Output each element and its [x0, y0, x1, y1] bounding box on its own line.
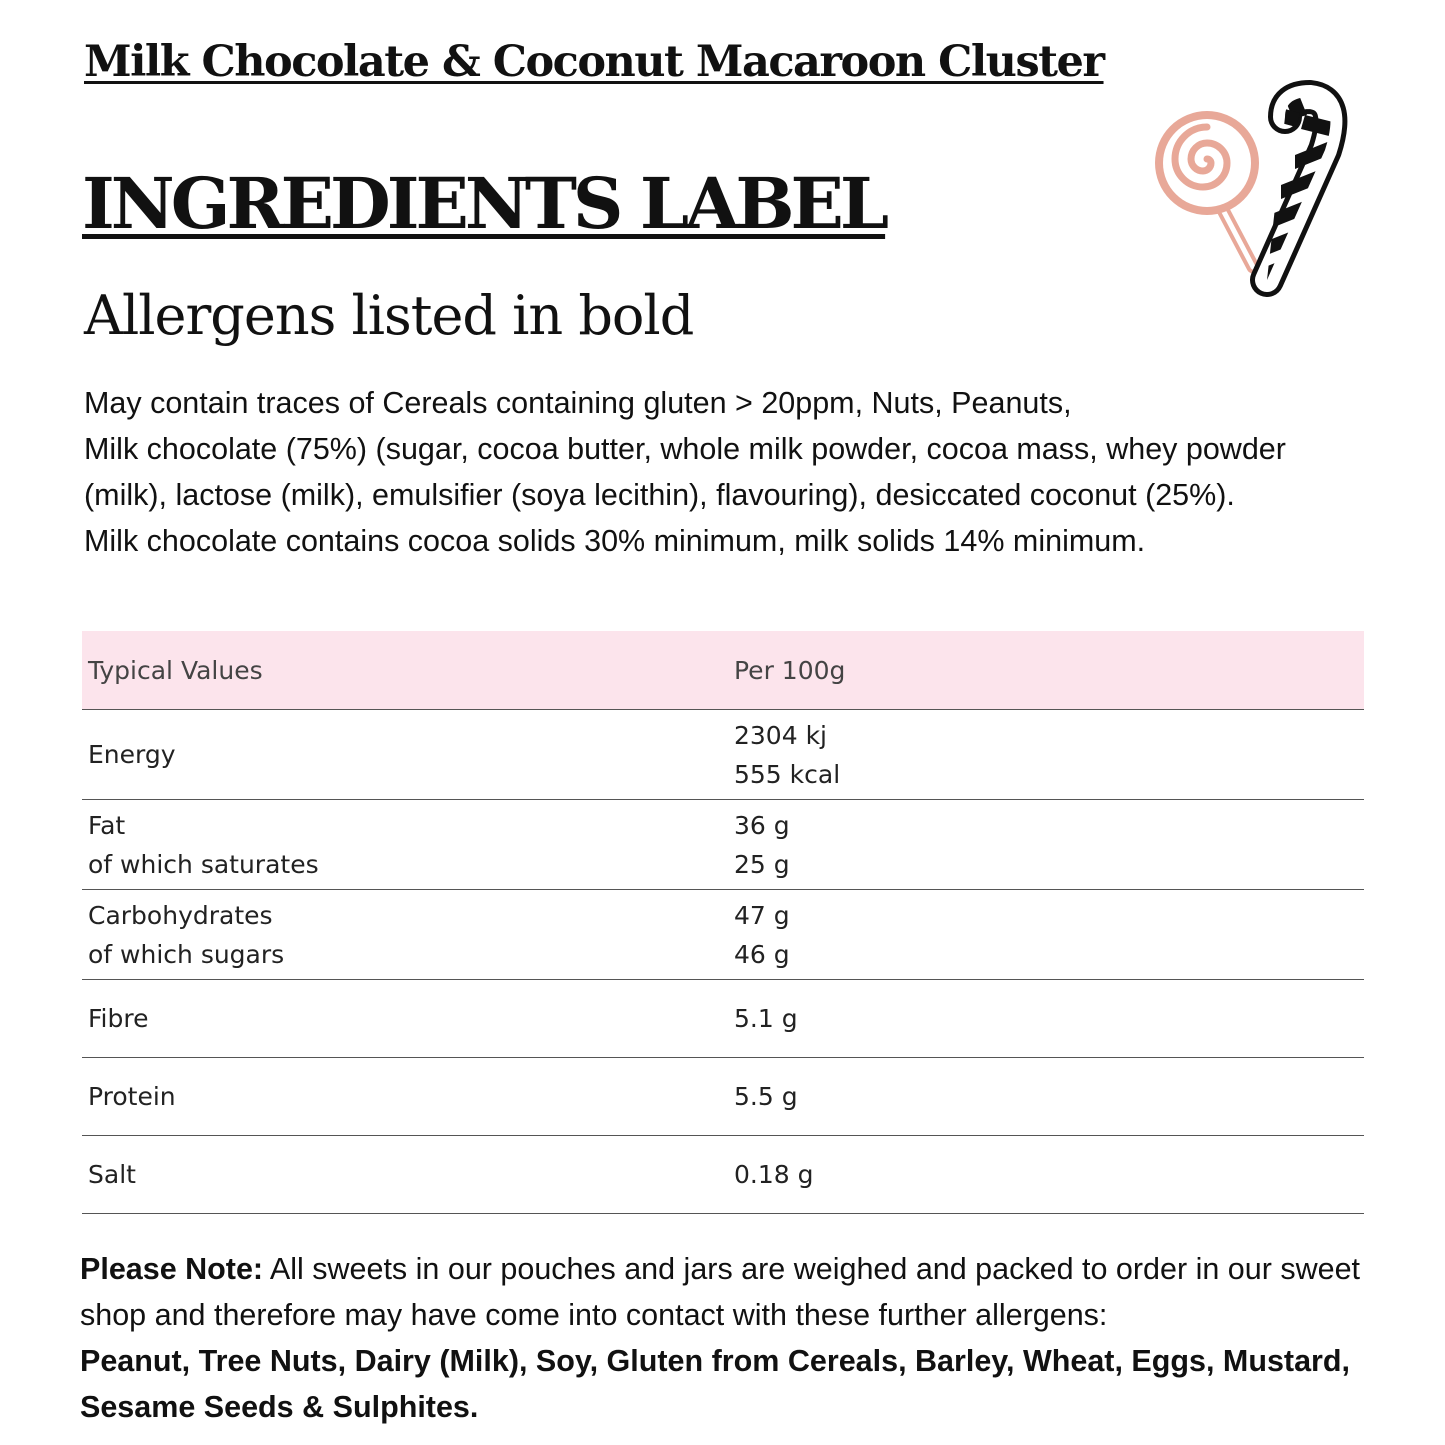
traces-statement: May contain traces of Cereals containing gluten > 20ppm, Nuts, Peanuts, [84, 386, 1072, 420]
nutrient-name [82, 890, 728, 980]
nutrient-label: Salt [88, 1160, 136, 1189]
nutrition-header-row [82, 631, 1364, 710]
nutrient-amount: 0.18 g [734, 1160, 814, 1189]
product-title: Milk Chocolate & Coconut Macaroon Cluster [84, 37, 1104, 87]
nutrient-name [82, 1058, 728, 1136]
table-row [82, 800, 1364, 890]
nutrient-name [82, 800, 728, 890]
nutrient-label: of which sugars [88, 939, 285, 969]
note-text: All sweets in our pouches and jars are weighed and packed to order in our sweet shop and therefore may have come into contact with these further allergens: [80, 1252, 1361, 1332]
allergen-note [80, 1246, 1380, 1430]
nutrient-label: Energy [88, 740, 176, 769]
table-row [82, 980, 1364, 1058]
nutrient-name [82, 1136, 728, 1214]
nutrient-amount: 46 g [734, 939, 790, 969]
note-label: Please Note: [80, 1252, 264, 1286]
nutrient-label: Fat [88, 810, 126, 840]
nutrient-value [728, 800, 1364, 890]
nutrient-label: Carbohydrates [88, 900, 273, 930]
table-row [82, 1136, 1364, 1214]
nutrient-name [82, 980, 728, 1058]
composition-statement: Milk chocolate (75%) (sugar, cocoa butter, whole milk powder, cocoa mass, whey powder (milk), lactose (milk), emulsifier (soya lecithin), flavouring), desiccated coconut (25%). [84, 432, 1286, 512]
table-row [82, 710, 1364, 800]
nutrient-amount: 47 g [734, 900, 790, 930]
nutrient-label: of which saturates [88, 849, 319, 879]
nutrient-value [728, 710, 1364, 800]
label-heading: INGREDIENTS LABEL [82, 162, 886, 245]
nutrient-amount: 2304 kj [734, 720, 827, 750]
nutrient-label: Fibre [88, 1004, 149, 1033]
nutrient-value [728, 1136, 1364, 1214]
nutrition-table [82, 631, 1364, 1214]
nutrient-amount: 555 kcal [734, 759, 841, 789]
sweets-illustration [1145, 55, 1395, 305]
nutrient-value [728, 1058, 1364, 1136]
nutrient-amount: 5.1 g [734, 1004, 798, 1033]
table-row [82, 1058, 1364, 1136]
candy-cane-icon [1245, 85, 1345, 289]
allergens-subheading: Allergens listed in bold [84, 284, 694, 347]
nutrient-amount: 5.5 g [734, 1082, 798, 1111]
ingredients-text [84, 380, 1374, 564]
nutrient-name [82, 710, 728, 800]
further-allergens-list: Peanut, Tree Nuts, Dairy (Milk), Soy, Gluten from Cereals, Barley, Wheat, Eggs, Mustard, Sesame Seeds & Sulphites. [80, 1344, 1351, 1424]
lollipop-icon [1155, 111, 1259, 267]
nutrient-value [728, 980, 1364, 1058]
nutrient-label: Protein [88, 1082, 176, 1111]
nutrient-amount: 36 g [734, 810, 790, 840]
nutrient-amount: 25 g [734, 849, 790, 879]
typical-values-header: Typical Values [82, 631, 728, 710]
cocoa-solids-statement: Milk chocolate contains cocoa solids 30% minimum, milk solids 14% minimum. [84, 524, 1146, 558]
table-row [82, 890, 1364, 980]
note-paragraph [80, 1246, 1380, 1338]
nutrient-value [728, 890, 1364, 980]
per-100g-header: Per 100g [728, 631, 1364, 710]
